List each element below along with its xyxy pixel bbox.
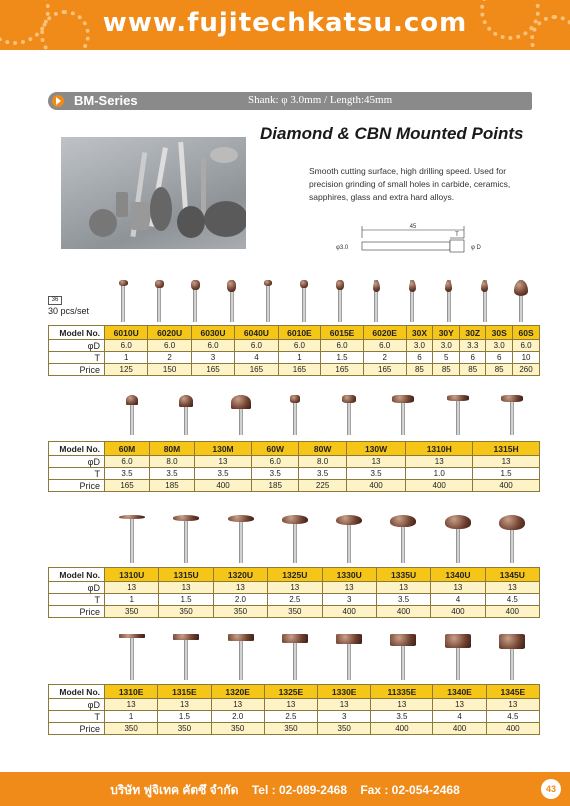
thickness-row [49,468,540,480]
series-name: BM-Series [74,93,138,108]
grinding-head-icon [336,515,362,525]
table-cell: 400 [433,723,486,735]
mounted-point-icon [221,634,261,680]
row-label: Price [49,364,105,376]
table-cell: 6015E [321,326,364,340]
table-cell: 350 [158,723,211,735]
table-cell: 3.5 [149,468,194,480]
dimension-drawing [316,222,526,266]
table-cell: 85 [433,364,460,376]
table-cell: 60M [105,442,150,456]
diameter-row [49,582,540,594]
row-label: Price [49,480,105,492]
table-cell: 1310E [105,685,158,699]
table-cell: 165 [235,364,278,376]
mounted-point-icon [329,634,369,680]
table-cell: 3.5 [194,468,251,480]
table-cell: 6020E [363,326,406,340]
grinding-head-icon [373,280,380,292]
table-cell: 2 [148,352,191,364]
table-cell: 400 [322,606,376,618]
table-cell: 80W [299,442,346,456]
length-label: 45 [409,224,417,230]
table-cell: 8.0 [299,456,346,468]
table-cell: 165 [363,364,406,376]
price-row [49,723,540,735]
table-cell: 1.5 [158,711,211,723]
table-cell: 350 [211,723,264,735]
table-cell: 3.5 [299,468,346,480]
model-row [49,442,540,456]
page-number: 43 [541,779,561,799]
product-photo [61,137,246,249]
table-cell: 350 [213,606,267,618]
row-label: T [49,468,105,480]
table-cell: 6.0 [148,340,191,352]
table-cell: 260 [513,364,540,376]
table-cell: 125 [105,364,148,376]
mounted-point-icon [166,395,206,435]
table-cell: 5 [433,352,460,364]
table-cell: 6.0 [105,340,148,352]
table-cell: 30X [406,326,433,340]
thickness-row [49,711,540,723]
table-cell: 4 [431,594,485,606]
grinding-head-icon [264,280,272,286]
table-cell: 2.0 [211,711,264,723]
table-cell: 3 [322,594,376,606]
table-cell: 3 [318,711,371,723]
table-cell: 6.0 [191,340,234,352]
table-cell: 11335E [371,685,433,699]
table-cell: 85 [486,364,513,376]
model-row [49,568,540,582]
grinding-head-icon [445,634,471,648]
grinding-head-icon [119,634,145,638]
grinding-head-icon [227,280,236,292]
table-cell: 10 [513,352,540,364]
model-row [49,326,540,340]
grinding-head-icon [342,395,356,403]
table-cell: 350 [105,606,159,618]
footer-contact [0,781,570,800]
row-label: φD [49,582,105,594]
mounted-point-icon [103,280,143,322]
table-cell: 3.3 [460,340,486,352]
table-cell: 350 [159,606,213,618]
grinding-head-icon [173,515,199,521]
mounted-point-icon [383,395,423,435]
table-cell: 13 [211,699,264,711]
table-cell: 13 [105,699,158,711]
table-cell: 13 [431,582,485,594]
grinding-head-icon [445,515,471,529]
company-name: บริษัท ฟูจิเทค คัตซึ จำกัด [110,783,239,797]
table-cell: 1 [105,594,159,606]
table-cell: 1330E [318,685,371,699]
tool-images-row-3 [105,515,539,563]
table-cell: 165 [191,364,234,376]
grinding-head-icon [392,395,414,403]
grinding-head-icon [119,280,128,286]
table-cell: 6010U [105,326,148,340]
mounted-point-icon [166,634,206,680]
row-label: T [49,594,105,606]
grinding-head-icon [228,634,254,641]
mounted-point-icon [492,634,532,680]
table-cell: 6 [406,352,433,364]
table-cell: 400 [194,480,251,492]
table-cell: 3.0 [406,340,433,352]
table-cell: 60W [252,442,299,456]
row-label: Price [49,606,105,618]
table-cell: 13 [213,582,267,594]
mounted-point-icon [175,280,215,322]
mounted-point-icon [356,280,396,322]
grinding-head-icon [290,395,300,403]
table-cell: 13 [158,699,211,711]
grinding-head-icon [179,395,193,407]
table-cell: 1.0 [406,468,473,480]
spec-table-4 [48,684,540,735]
table-cell: 400 [406,480,473,492]
table-cell: 1325E [264,685,317,699]
shank-icon [121,280,125,322]
table-cell: 2.5 [264,711,317,723]
shank-icon [239,515,243,563]
tel-number[interactable]: Tel : 02-089-2468 [251,783,347,797]
grinding-head-icon [282,515,308,524]
grinding-head-icon [155,280,164,288]
shank-label: φ3.0 [336,245,349,251]
play-bullet-icon [52,95,64,107]
mounted-point-icon [320,280,360,322]
grinding-head-icon [514,280,528,296]
shank-icon [184,515,188,563]
table-cell: 350 [105,723,158,735]
diameter-row [49,699,540,711]
table-cell: 4 [235,352,278,364]
table-cell: 400 [485,606,539,618]
table-cell: 1310H [406,442,473,456]
mounted-point-icon [284,280,324,322]
table-cell: 6020U [148,326,191,340]
table-cell: 1310U [105,568,159,582]
price-row [49,480,540,492]
table-cell: 13 [318,699,371,711]
mounted-point-icon [429,280,469,322]
table-cell: 400 [376,606,430,618]
page-title: Diamond & CBN Mounted Points [260,124,524,143]
table-cell: 85 [460,364,486,376]
fax-number: Fax : 02-054-2468 [360,783,460,797]
table-cell: 1.5 [321,352,364,364]
table-cell: 13 [322,582,376,594]
table-cell: 13 [268,582,322,594]
grinding-head-icon [501,395,523,402]
table-cell: 60S [513,326,540,340]
table-cell: 13 [406,456,473,468]
table-cell: 3 [191,352,234,364]
grinding-head-icon [499,515,525,530]
table-cell: 1315H [473,442,540,456]
grinding-head-icon [390,634,416,646]
grinding-head-icon [481,280,488,292]
table-cell: 13 [264,699,317,711]
table-cell: 4.5 [486,711,539,723]
grinding-head-icon [173,634,199,640]
table-cell: 130W [346,442,406,456]
table-cell: 13 [194,456,251,468]
page-footer [0,772,570,806]
mounted-point-icon [112,634,152,680]
table-cell: 130M [194,442,251,456]
table-cell: 13 [486,699,539,711]
price-row [49,364,540,376]
mounted-point-icon [212,280,252,322]
row-label: Model No. [49,685,105,699]
table-cell: 3.0 [433,340,460,352]
series-bar [48,92,532,110]
grinding-head-icon [300,280,308,288]
mounted-point-icon [329,515,369,563]
thickness-row [49,594,540,606]
table-cell: 1345E [486,685,539,699]
table-cell: 6.0 [363,340,406,352]
table-cell: 13 [105,582,159,594]
diameter-row [49,340,540,352]
table-cell: 3.0 [486,340,513,352]
table-cell: 1315U [159,568,213,582]
table-cell: 1 [278,352,321,364]
shank-icon [184,634,188,680]
table-cell: 2.5 [268,594,322,606]
d-label: φ D [471,245,481,251]
table-cell: 13 [376,582,430,594]
table-cell: 6030U [191,326,234,340]
table-cell: 400 [371,723,433,735]
website-url[interactable]: www.fujitechkatsu.com [102,8,468,38]
row-label: Model No. [49,442,105,456]
table-cell: 3.5 [252,468,299,480]
row-label: Price [49,723,105,735]
mounted-point-icon [392,280,432,322]
mounted-point-icon [383,634,423,680]
grinding-head-icon [336,280,344,290]
table-cell: 8.0 [149,456,194,468]
row-label: Model No. [49,568,105,582]
table-cell: 3.5 [376,594,430,606]
table-cell: 1320E [211,685,264,699]
table-cell: 13 [371,699,433,711]
grinding-head-icon [409,280,416,292]
pack-badge: 36 [48,296,62,305]
table-cell: 6.0 [513,340,540,352]
table-cell: 13 [159,582,213,594]
table-cell: 1315E [158,685,211,699]
diameter-row [49,456,540,468]
page-header [0,0,570,50]
t-label: T [455,232,459,238]
table-cell: 350 [264,723,317,735]
mounted-point-icon [275,395,315,435]
grinding-head-icon [231,395,251,409]
table-cell: 1345U [485,568,539,582]
spec-table-2 [48,441,540,492]
spec-table-3 [48,567,540,618]
thickness-row [49,352,540,364]
product-description: Smooth cutting surface, high drilling speed. Used for precision grinding of small holes in carbide, ceramics, sapphires, glass and extra hard alloys. [309,166,511,202]
mounted-point-icon [275,515,315,563]
shank-icon [130,515,134,563]
table-cell: 6 [486,352,513,364]
grinding-head-icon [445,280,452,292]
mounted-point-icon [221,395,261,435]
table-cell: 165 [321,364,364,376]
row-label: T [49,352,105,364]
table-cell: 30Y [433,326,460,340]
table-cell: 3.5 [346,468,406,480]
mounted-point-icon [438,395,478,435]
grinding-head-icon [390,515,416,527]
grinding-head-icon [228,515,254,522]
mounted-points-photo-icon [61,137,246,249]
mounted-point-icon [166,515,206,563]
table-cell: 4.5 [485,594,539,606]
row-label: φD [49,699,105,711]
shank-icon [266,280,270,322]
grinding-head-icon [119,515,145,519]
table-cell: 3.5 [371,711,433,723]
mounted-point-icon [329,395,369,435]
table-cell: 350 [268,606,322,618]
table-cell: 13 [473,456,540,468]
row-label: φD [49,340,105,352]
tool-images-row-1 [105,280,539,322]
table-cell: 6.0 [278,340,321,352]
table-cell: 80M [149,442,194,456]
table-cell: 1340E [433,685,486,699]
mounted-point-icon [383,515,423,563]
mounted-point-icon [112,515,152,563]
tool-images-row-2 [105,395,539,435]
table-cell: 6040U [235,326,278,340]
mounted-point-icon [465,280,505,322]
table-cell: 400 [486,723,539,735]
row-label: T [49,711,105,723]
table-cell: 13 [346,456,406,468]
model-row [49,685,540,699]
table-cell: 1340U [431,568,485,582]
table-cell: 1 [105,352,148,364]
table-cell: 30S [486,326,513,340]
table-cell: 1325U [268,568,322,582]
table-cell: 1.5 [159,594,213,606]
table-cell: 1335U [376,568,430,582]
table-cell: 225 [299,480,346,492]
table-cell: 6 [460,352,486,364]
grinding-head-icon [126,395,138,405]
row-label: Model No. [49,326,105,340]
table-cell: 6.0 [321,340,364,352]
table-cell: 6.0 [105,456,150,468]
table-cell: 185 [149,480,194,492]
pack-text: 30 pcs/set [48,306,90,316]
price-row [49,606,540,618]
grinding-head-icon [191,280,200,290]
table-cell: 13 [433,699,486,711]
table-cell: 6.0 [235,340,278,352]
tool-images-row-4 [105,634,539,680]
table-cell: 1 [105,711,158,723]
table-cell: 165 [105,480,150,492]
table-cell: 3.5 [105,468,150,480]
table-cell: 400 [346,480,406,492]
table-cell: 1320U [213,568,267,582]
mounted-point-icon [492,395,532,435]
mounted-point-icon [139,280,179,322]
grinding-head-icon [499,634,525,649]
mounted-point-icon [275,634,315,680]
table-cell: 400 [473,480,540,492]
table-cell: 2.0 [213,594,267,606]
mounted-point-icon [248,280,288,322]
mounted-point-icon [438,634,478,680]
grinding-head-icon [447,395,469,401]
spec-table-1 [48,325,540,376]
grinding-head-icon [336,634,362,644]
mounted-point-icon [221,515,261,563]
shank-icon [456,395,460,435]
table-cell: 4 [433,711,486,723]
shank-icon [130,634,134,680]
mounted-point-icon [492,515,532,563]
table-cell: 350 [318,723,371,735]
row-label: φD [49,456,105,468]
table-cell: 1.5 [473,468,540,480]
table-cell: 1330U [322,568,376,582]
table-cell: 13 [485,582,539,594]
mounted-point-icon [438,515,478,563]
grinding-head-icon [282,634,308,643]
table-cell: 85 [406,364,433,376]
mounted-point-icon [501,280,541,322]
table-cell: 400 [431,606,485,618]
table-cell: 6.0 [252,456,299,468]
mounted-point-icon [112,395,152,435]
series-spec: Shank: φ 3.0mm / Length:45mm [248,94,393,106]
table-cell: 2 [363,352,406,364]
table-cell: 165 [278,364,321,376]
table-cell: 30Z [460,326,486,340]
table-cell: 150 [148,364,191,376]
table-cell: 6010E [278,326,321,340]
table-cell: 185 [252,480,299,492]
